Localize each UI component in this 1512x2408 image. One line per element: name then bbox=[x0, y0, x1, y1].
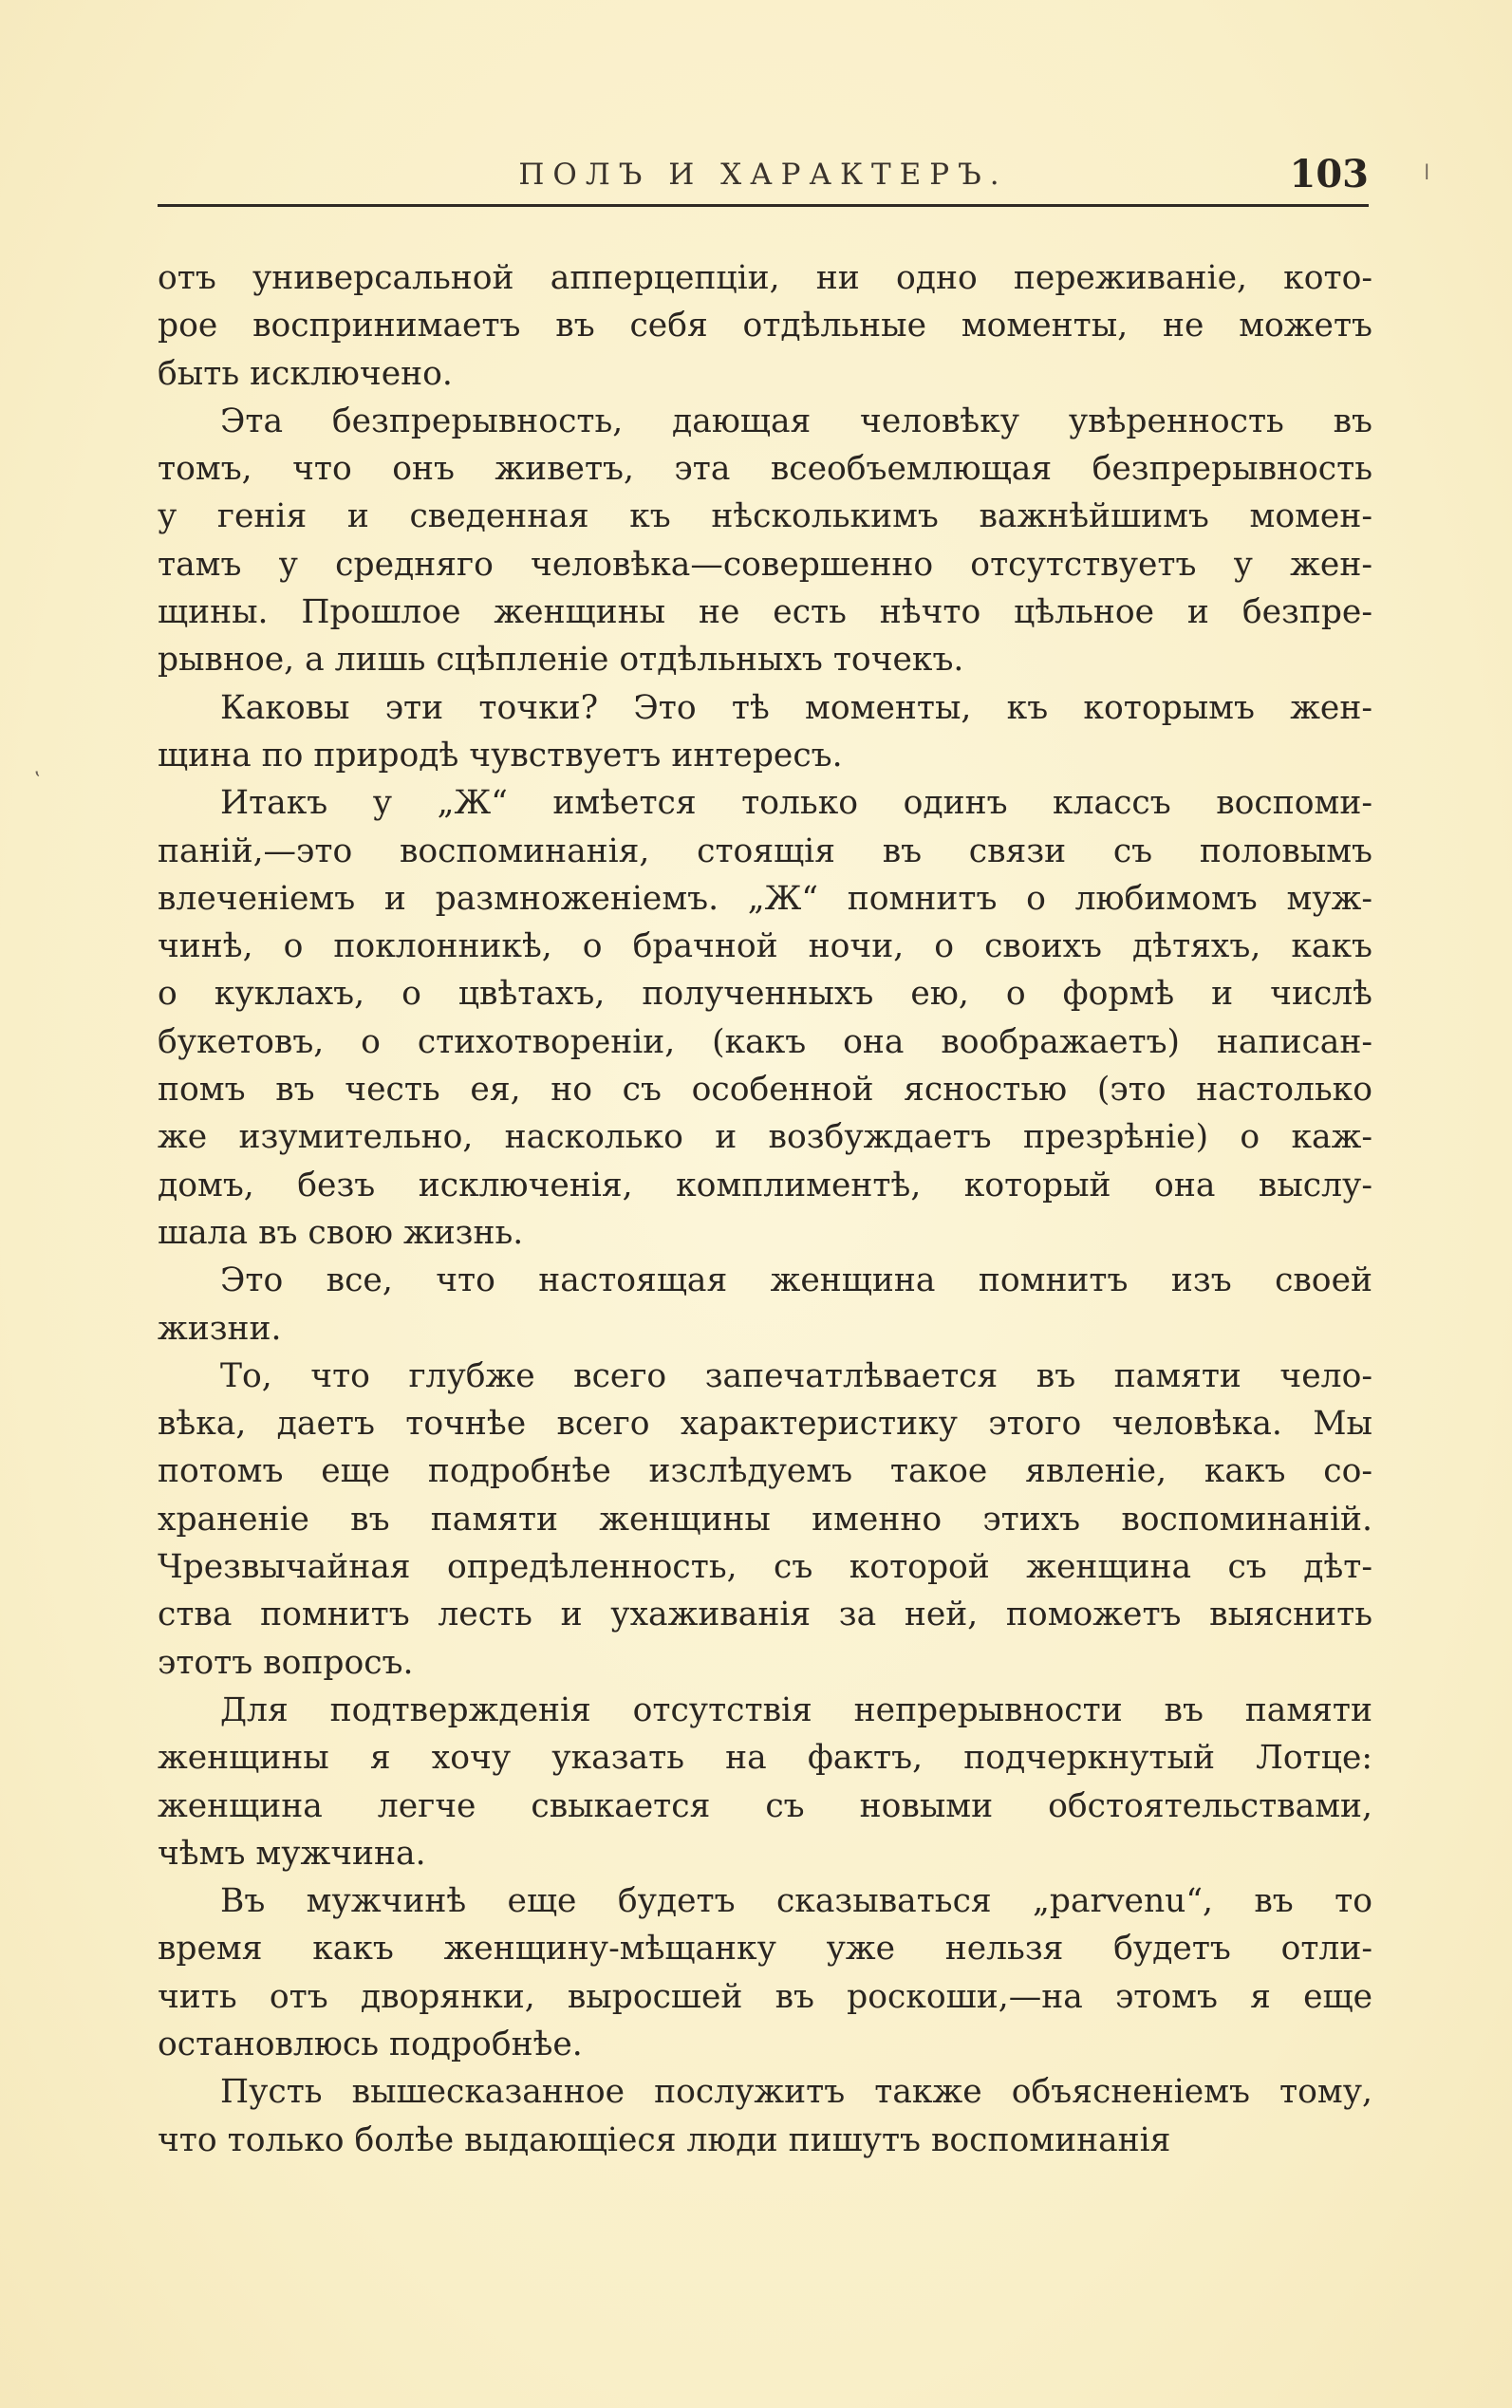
margin-mark: ‛ bbox=[34, 769, 41, 793]
text-line: женщина легче свыкается съ новыми обстоятельствами, bbox=[158, 1786, 1372, 1825]
text-line: Каковы эти точки? Это тѣ моменты, къ которымъ жен- bbox=[220, 688, 1372, 727]
paragraph bbox=[158, 1687, 1372, 1877]
text-line: же изумительно, насколько и возбуждаетъ презрѣніе) о каж- bbox=[158, 1118, 1372, 1157]
text-line: Въ мужчинѣ еще будетъ сказываться „parvenu“, въ то bbox=[220, 1882, 1372, 1921]
header-rule bbox=[158, 204, 1369, 207]
text-line: То, что глубже всего запечатлѣвается въ памяти чело- bbox=[220, 1356, 1372, 1395]
paragraph bbox=[158, 1257, 1372, 1353]
text-line: быть исключено. bbox=[158, 354, 453, 393]
paragraph bbox=[158, 254, 1372, 398]
text-line: Итакъ у „Ж“ имѣется только одинъ классъ воспоми- bbox=[220, 784, 1372, 823]
text-line: ства помнитъ лесть и ухаживанія за ней, поможетъ выяснить bbox=[158, 1596, 1372, 1634]
text-line: томъ, что онъ живетъ, эта всеобъемлющая безпрерывность bbox=[158, 450, 1372, 489]
text-line: жизни. bbox=[158, 1309, 282, 1348]
text-line: храненіе въ памяти женщины именно этихъ воспоминаній. bbox=[158, 1500, 1372, 1539]
paragraph bbox=[158, 398, 1372, 684]
text-line: Пусть вышесказанное послужитъ также объясненіемъ тому, bbox=[220, 2073, 1372, 2112]
text-line: шала въ свою жизнь. bbox=[158, 1213, 524, 1252]
text-line: о куклахъ, о цвѣтахъ, полученныхъ ею, о формѣ и числѣ bbox=[158, 975, 1372, 1014]
text-line: женщины я хочу указать на фактъ, подчеркнутый Лотце: bbox=[158, 1739, 1372, 1778]
text-line: букетовъ, о стихотвореніи, (какъ она воображаетъ) написан- bbox=[158, 1022, 1372, 1061]
text-line: вѣка, даетъ точнѣе всего характеристику этого человѣка. Мы bbox=[158, 1405, 1372, 1444]
text-line: паній,—это воспоминанія, стоящія въ связи съ половымъ bbox=[158, 831, 1372, 870]
text-line: Для подтвержденія отсутствія непрерывности въ памяти bbox=[220, 1690, 1372, 1729]
text-line: Чрезвычайная опредѣленность, съ которой женщина съ дѣт- bbox=[158, 1548, 1372, 1587]
text-line: потомъ еще подробнѣе изслѣдуемъ такое явленіе, какъ со- bbox=[158, 1452, 1372, 1491]
text-line: остановлюсь подробнѣе. bbox=[158, 2025, 583, 2063]
page-number: 103 bbox=[1289, 152, 1369, 196]
text-line: рывное, а лишь сцѣпленіе отдѣльныхъ точекъ. bbox=[158, 641, 964, 680]
text-line: домъ, безъ исключенія, комплиментѣ, который она выслу- bbox=[158, 1166, 1372, 1204]
text-line: чѣмъ мужчина. bbox=[158, 1834, 426, 1873]
text-line: Это все, что настоящая женщина помнитъ изъ своей bbox=[220, 1261, 1372, 1300]
text-line: тамъ у средняго человѣка—совершенно отсутствуетъ у жен- bbox=[158, 545, 1372, 584]
text-line: время какъ женщину-мѣщанку уже нельзя будетъ отли- bbox=[158, 1930, 1372, 1969]
text-line: рое воспринимаетъ въ себя отдѣльные моменты, не можетъ bbox=[158, 307, 1372, 345]
running-title: ПОЛЪ И ХАРАКТЕРЪ. bbox=[518, 158, 1008, 192]
paragraph bbox=[158, 2068, 1372, 2164]
paragraph bbox=[158, 684, 1372, 780]
text-line: помъ въ честь ея, но съ особенной ясностью (это настолько bbox=[158, 1071, 1372, 1110]
text-line: этотъ вопросъ. bbox=[158, 1643, 414, 1682]
text-line: влеченіемъ и размноженіемъ. „Ж“ помнитъ о любимомъ муж- bbox=[158, 879, 1372, 918]
text-line: щины. Прошлое женщины не есть нѣчто цѣльное и безпре- bbox=[158, 593, 1372, 632]
text-line: что только болѣе выдающіеся люди пишутъ воспоминанія bbox=[158, 2120, 1171, 2159]
text-line: щина по природѣ чувствуетъ интересъ. bbox=[158, 736, 843, 775]
margin-mark: ǀ bbox=[1424, 161, 1430, 185]
paragraph bbox=[158, 1877, 1372, 2068]
text-line: чить отъ дворянки, выросшей въ роскоши,—на этомъ я еще bbox=[158, 1977, 1372, 2016]
text-line: отъ универсальной апперцепціи, ни одно переживаніе, кото- bbox=[158, 259, 1372, 297]
text-line: чинѣ, о поклонникѣ, о брачной ночи, о своихъ дѣтяхъ, какъ bbox=[158, 927, 1372, 966]
paragraph bbox=[158, 779, 1372, 1257]
body-text bbox=[158, 254, 1372, 2164]
paragraph bbox=[158, 1353, 1372, 1687]
page-header bbox=[158, 152, 1369, 209]
text-line: Эта безпрерывность, дающая человѣку увѣренность въ bbox=[220, 401, 1372, 440]
text-line: у генія и сведенная къ нѣсколькимъ важнѣйшимъ момен- bbox=[158, 497, 1372, 536]
